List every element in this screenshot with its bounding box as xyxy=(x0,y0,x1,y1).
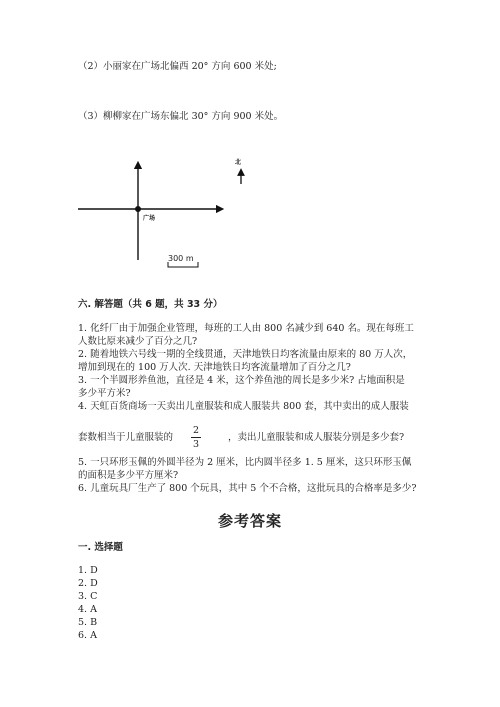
question-line: 4. 天虹百货商场一天卖出儿童服装和成人服装共 800 套，其中卖出的成人服装 xyxy=(78,401,409,412)
answer-item: 4. A xyxy=(78,604,97,615)
answer-item: 1. D xyxy=(78,565,98,576)
answer-item: 6. A xyxy=(78,630,97,641)
section6-heading: 六. 解答题（共 6 题，共 33 分） xyxy=(78,299,223,310)
question-line: 多少平方米? xyxy=(78,388,131,399)
fraction xyxy=(190,424,202,451)
north-label: 北 xyxy=(235,159,242,166)
answers-title: 参考答案 xyxy=(217,512,282,530)
fraction-denominator: 3 xyxy=(192,439,200,450)
q4-after-text: ，卖出儿童服装和成人服装分别是多少套? xyxy=(228,432,405,443)
sub-question-3: （3）柳柳家在广场东偏北 30° 方向 900 米处。 xyxy=(78,111,284,122)
answer-item: 2. D xyxy=(78,578,98,589)
question-line: 人数比原来减少了百分之几? xyxy=(78,336,198,347)
question-line: 2. 随着地铁六号线一期的全线贯通，天津地铁日均客流量由原来的 80 万人次， xyxy=(78,349,413,360)
question-line: 6. 儿童玩具厂生产了 800 个玩具，其中 5 个不合格，这批玩具的合格率是多少? xyxy=(78,483,417,494)
square-label: 广场 xyxy=(143,215,156,222)
question-line: 的面积是多少平方厘米? xyxy=(78,470,179,481)
answer-item: 3. C xyxy=(78,591,98,602)
answer-item: 5. B xyxy=(78,617,98,628)
question-line: 5. 一只环形玉佩的外圆半径为 2 厘米，比内圆半径多 1. 5 厘米，这只环形玉佩 xyxy=(78,457,412,468)
answers-section1-heading: 一. 选择题 xyxy=(78,542,123,553)
q4-before-text: 套数相当于儿童服装的 xyxy=(78,432,174,443)
fraction-numerator: 2 xyxy=(192,425,200,436)
square-point xyxy=(135,206,141,212)
question-line: 1. 化纤厂由于加强企业管理，每班的工人由 800 名减少到 640 名。现在每班工 xyxy=(78,323,414,334)
question-line: 3. 一个半圆形养鱼池，直径是 4 米，这个养鱼池的周长是多少米? 占地面积是 xyxy=(78,375,405,386)
question-line: 增加到现在的 100 万人次. 天津地铁日均客流量增加了百分之几? xyxy=(78,362,351,373)
sub-question-2: （2）小丽家在广场北偏西 20° 方向 600 米处; xyxy=(78,61,277,72)
scale-label: 300 m xyxy=(168,254,194,263)
